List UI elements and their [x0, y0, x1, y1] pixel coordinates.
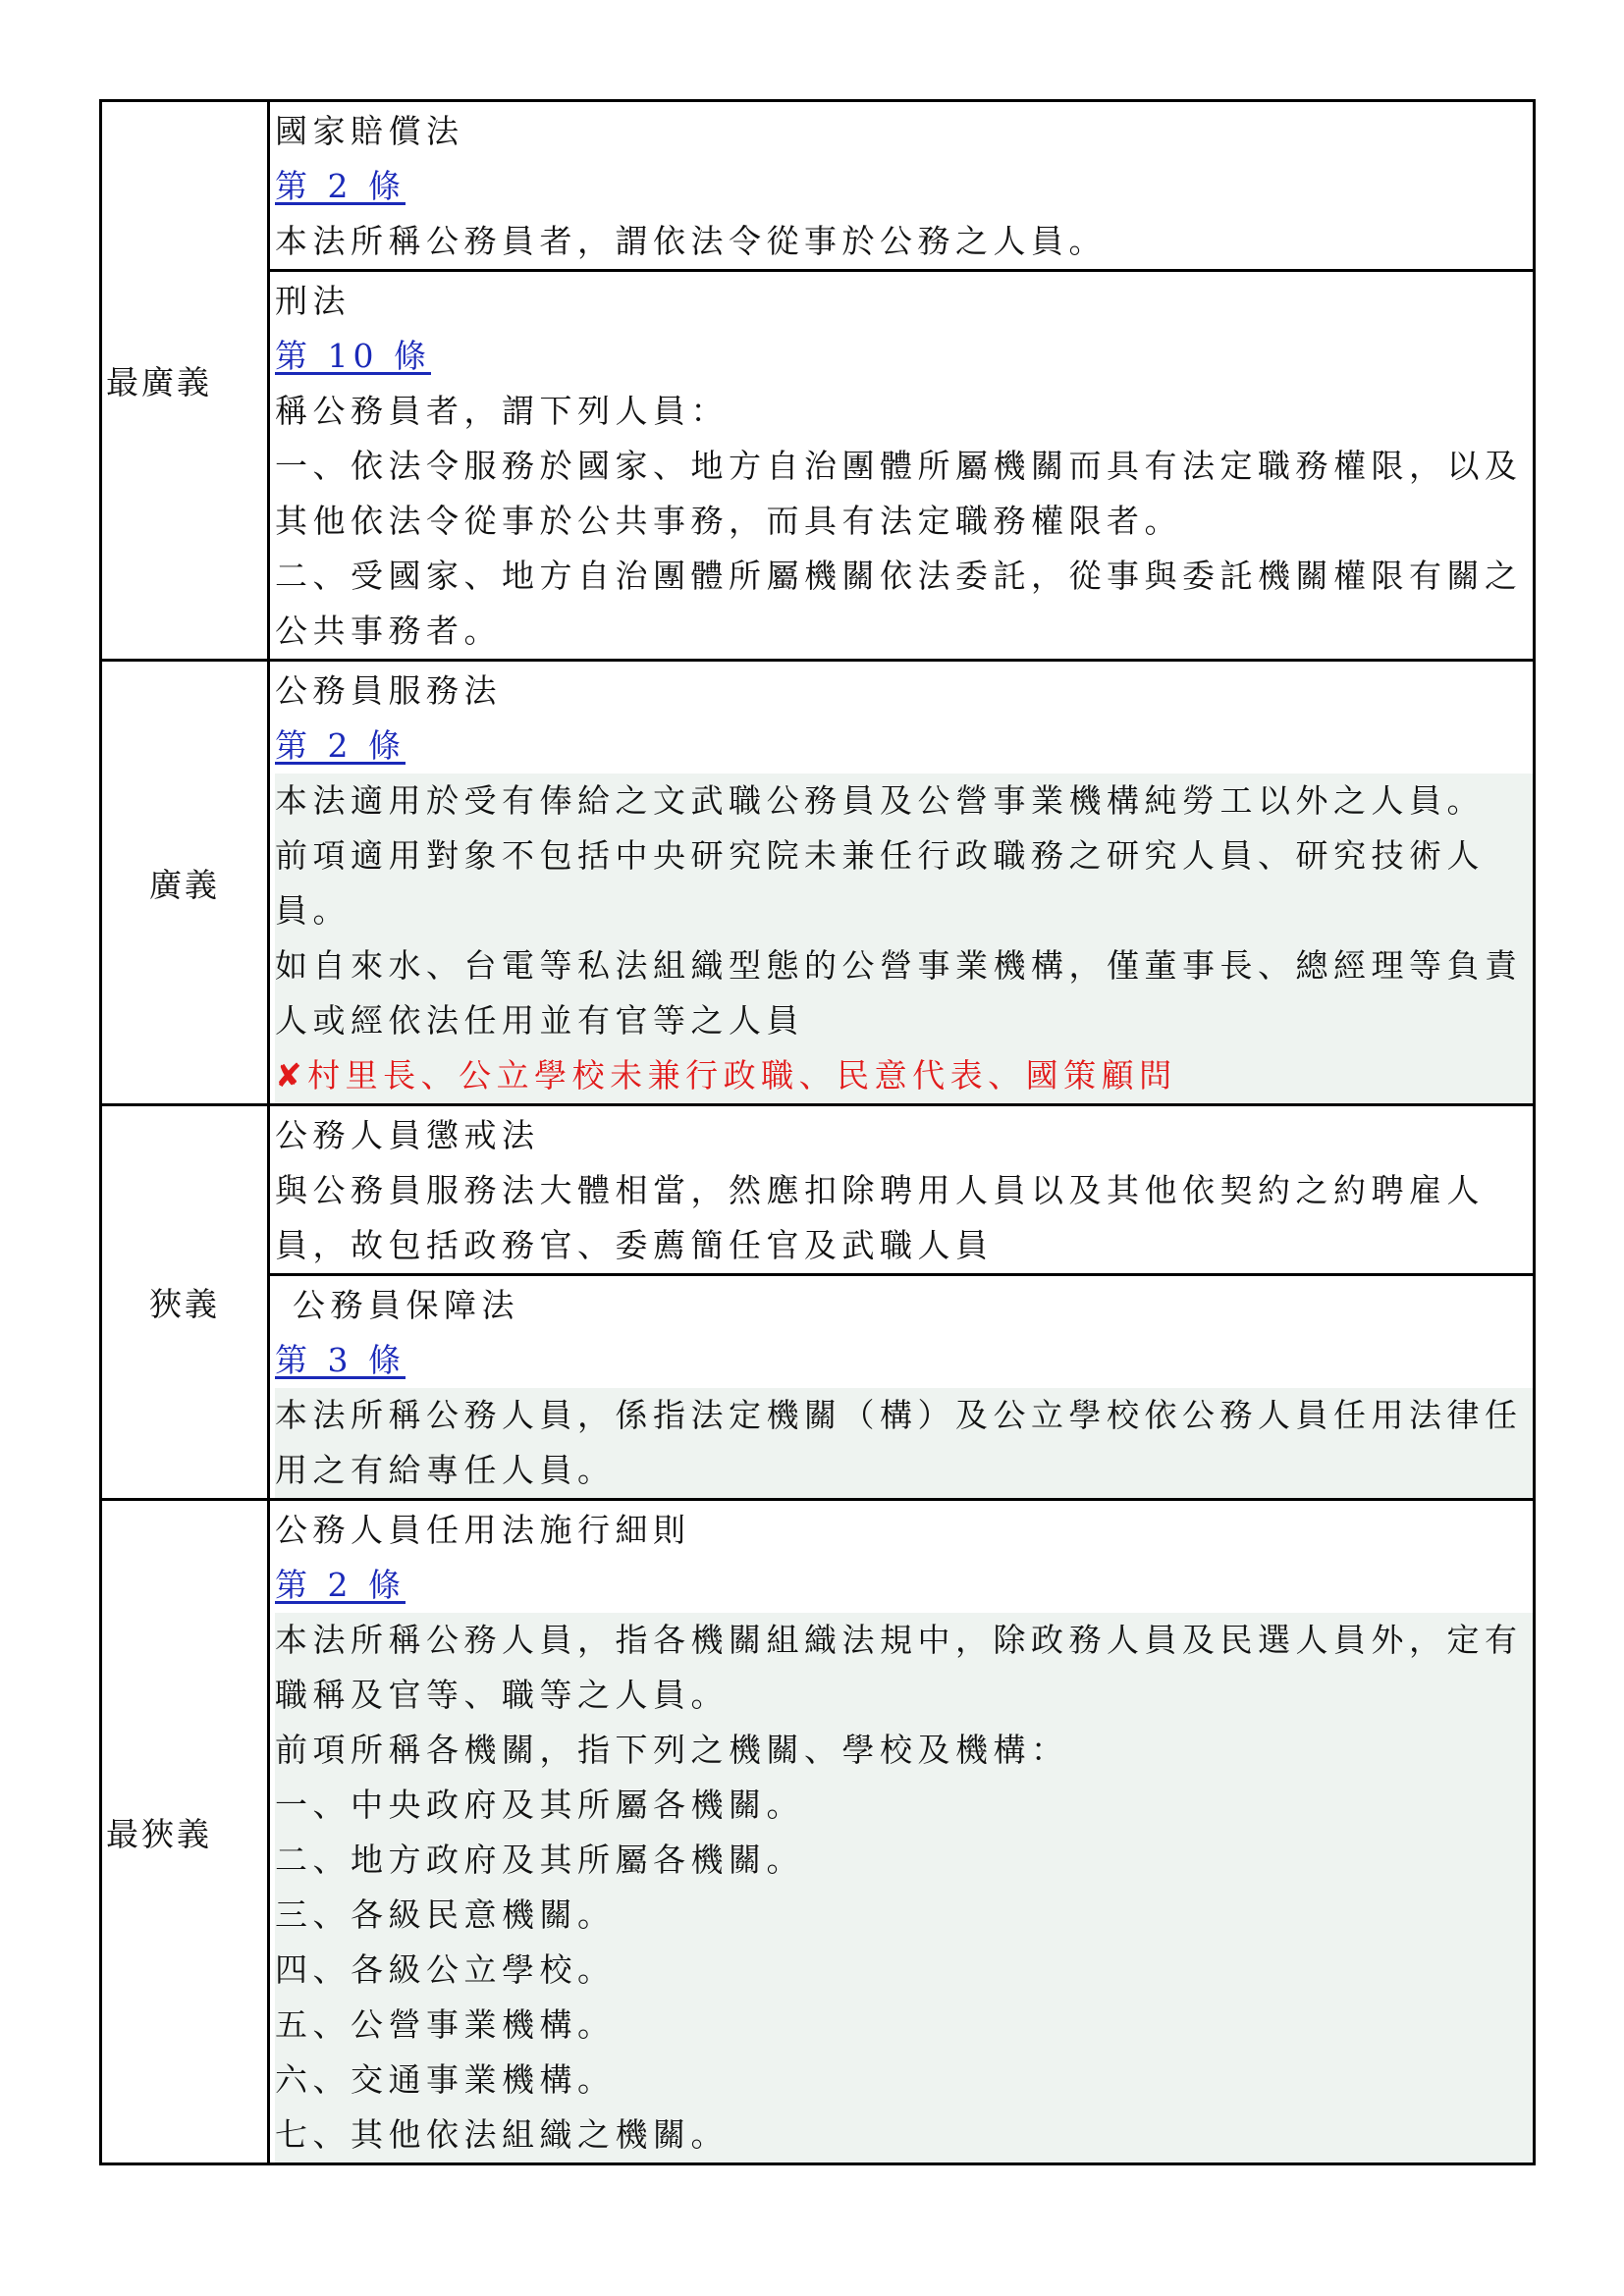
- table-row: [101, 101, 1535, 271]
- article-link[interactable]: 第 2 條: [275, 167, 406, 205]
- category-cell: 最狹義: [101, 1500, 269, 2164]
- law-text: 三、各級民意機關。: [275, 1888, 1533, 1943]
- article-link[interactable]: 第 3 條: [275, 1341, 406, 1379]
- law-cell: [269, 661, 1535, 1105]
- excluded-note: ✘村里長、公立學校未兼行政職、民意代表、國策顧問: [275, 1048, 1533, 1103]
- category-cell: 廣義: [101, 661, 269, 1105]
- law-cell: [269, 101, 1535, 271]
- law-name: 國家賠償法: [275, 112, 464, 150]
- law-text: 二、受國家、地方自治團體所屬機關依法委託，從事與委託機關權限有關之: [275, 557, 1523, 595]
- law-text: 本法所稱公務人員，係指法定機關（構）及公立學校依公務人員任用法律任: [275, 1388, 1533, 1443]
- article-link[interactable]: 第 2 條: [275, 726, 406, 765]
- table-row: [101, 661, 1535, 1105]
- law-text: 本法所稱公務員者，謂依法令從事於公務之人員。: [275, 222, 1107, 260]
- law-cell: [269, 1275, 1535, 1500]
- law-name: 公務員保障法: [293, 1286, 519, 1324]
- law-text: 如自來水、台電等私法組織型態的公營事業機構，僅董事長、總經理等負責: [275, 938, 1533, 993]
- law-text: 四、各級公立學校。: [275, 1943, 1533, 1998]
- law-name: 刑法: [275, 282, 351, 320]
- law-cell: [269, 271, 1535, 661]
- article-link[interactable]: 第 10 條: [275, 337, 431, 375]
- law-text: 一、中央政府及其所屬各機關。: [275, 1778, 1533, 1833]
- law-text: 五、公營事業機構。: [275, 1998, 1533, 2053]
- table-row: [101, 1500, 1535, 2164]
- law-text: 職稱及官等、職等之人員。: [275, 1668, 1533, 1723]
- law-text: 前項所稱各機關，指下列之機關、學校及機構：: [275, 1723, 1533, 1778]
- law-cell: [269, 1105, 1535, 1275]
- law-text: 稱公務員者，謂下列人員：: [275, 392, 729, 430]
- definition-table: [99, 99, 1536, 2165]
- law-text: 本法所稱公務人員，指各機關組織法規中，除政務人員及民選人員外，定有: [275, 1613, 1533, 1668]
- table-row: [101, 1275, 1535, 1500]
- law-text: 二、地方政府及其所屬各機關。: [275, 1833, 1533, 1888]
- law-text: 六、交通事業機構。: [275, 2053, 1533, 2108]
- law-text: 員，故包括政務官、委薦簡任官及武職人員: [275, 1226, 994, 1264]
- law-text: 一、依法令服務於國家、地方自治團體所屬機關而具有法定職務權限，以及: [275, 447, 1523, 485]
- law-cell: [269, 1500, 1535, 2164]
- law-text: 七、其他依法組織之機關。: [275, 2108, 1533, 2163]
- law-text: 與公務員服務法大體相當，然應扣除聘用人員以及其他依契約之約聘雇人: [275, 1171, 1485, 1209]
- law-text: 前項適用對象不包括中央研究院未兼任行政職務之研究人員、研究技術人: [275, 828, 1533, 883]
- law-text: 用之有給專任人員。: [275, 1443, 1533, 1498]
- law-text: 其他依法令從事於公共事務，而具有法定職務權限者。: [275, 502, 1182, 540]
- law-text: 人或經依法任用並有官等之人員: [275, 993, 1533, 1048]
- law-text: 員。: [275, 883, 1533, 938]
- category-cell: 狹義: [101, 1105, 269, 1500]
- law-name: 公務人員任用法施行細則: [275, 1511, 691, 1549]
- law-name: 公務人員懲戒法: [275, 1116, 540, 1154]
- table-row: [101, 1105, 1535, 1275]
- law-text: 本法適用於受有俸給之文武職公務員及公營事業機構純勞工以外之人員。: [275, 774, 1533, 828]
- article-link[interactable]: 第 2 條: [275, 1566, 406, 1604]
- law-name: 公務員服務法: [275, 671, 502, 710]
- law-text: 公共事務者。: [275, 612, 502, 650]
- category-cell: 最廣義: [101, 101, 269, 661]
- table-row: [101, 271, 1535, 661]
